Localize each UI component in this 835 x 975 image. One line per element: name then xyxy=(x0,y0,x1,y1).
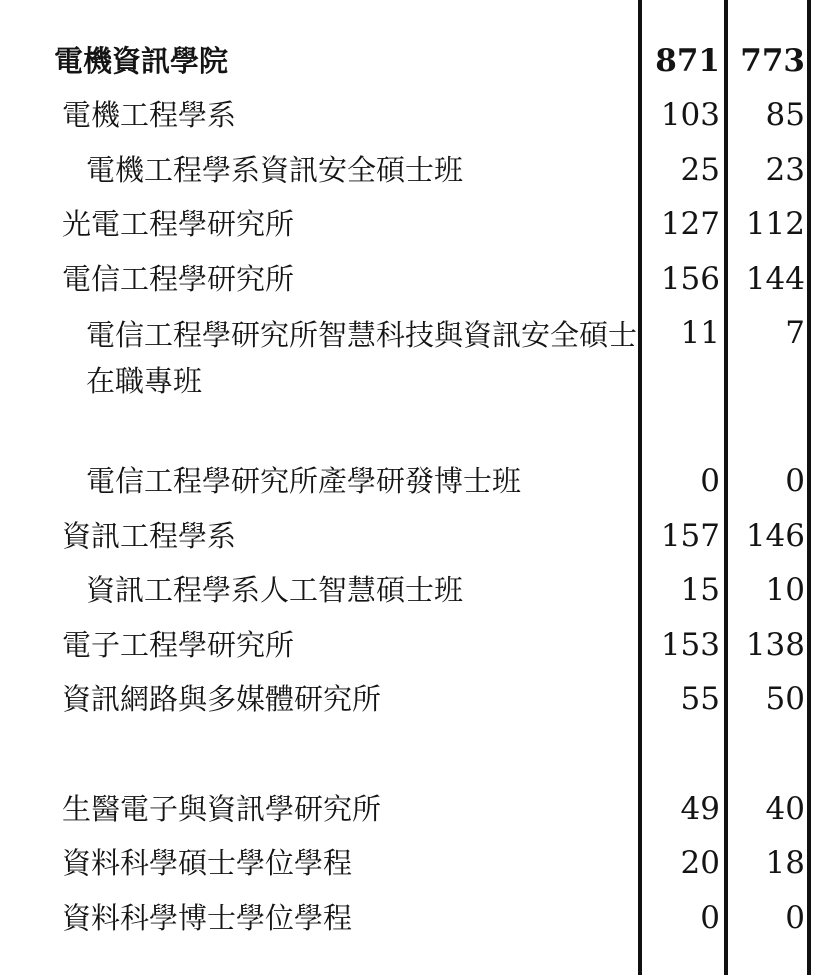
row-value-col2: 85 xyxy=(765,97,805,133)
row-label: 電信工程學研究所產學研發博士班 xyxy=(86,464,522,498)
row-value-col2: 10 xyxy=(765,572,805,608)
row-value-col2: 50 xyxy=(765,681,805,717)
row-value-col2: 18 xyxy=(765,845,805,881)
table-row xyxy=(0,94,835,134)
row-value-col1: 15 xyxy=(680,572,720,608)
row-value-col1: 871 xyxy=(655,43,720,79)
table-row xyxy=(0,149,835,189)
row-label: 資訊網路與多媒體研究所 xyxy=(62,682,382,716)
row-value-col1: 153 xyxy=(660,627,720,663)
table-row xyxy=(0,897,835,937)
row-value-col2: 773 xyxy=(740,43,805,79)
row-label: 電機工程學系資訊安全碩士班 xyxy=(86,153,464,187)
row-label: 電子工程學研究所 xyxy=(62,628,295,662)
row-value-col1: 0 xyxy=(700,463,720,499)
row-value-col1: 0 xyxy=(700,900,720,936)
row-value-col2: 112 xyxy=(745,206,805,242)
row-value-col2: 23 xyxy=(765,152,805,188)
row-value-col2: 146 xyxy=(745,518,805,554)
row-value-col2: 0 xyxy=(785,463,805,499)
row-value-col1: 157 xyxy=(660,518,720,554)
table-row xyxy=(0,678,835,718)
row-label: 電信工程學研究所 xyxy=(62,262,295,296)
table-row xyxy=(0,569,835,609)
row-value-col2: 138 xyxy=(745,627,805,663)
row-value-col2: 40 xyxy=(765,791,805,827)
row-value-col1: 156 xyxy=(660,261,720,297)
row-value-col1: 49 xyxy=(680,791,720,827)
table-row xyxy=(0,842,835,882)
row-label: 資訊工程學系 xyxy=(62,519,237,553)
row-value-col2: 144 xyxy=(745,261,805,297)
row-label: 電信工程學研究所智慧科技與資訊安全碩士在職專班 xyxy=(86,318,638,398)
table-row xyxy=(0,258,835,298)
row-value-col1: 11 xyxy=(680,315,720,351)
row-label: 資料科學碩士學位學程 xyxy=(62,846,353,880)
row-label: 資訊工程學系人工智慧碩士班 xyxy=(86,573,464,607)
table-row xyxy=(0,203,835,243)
row-value-col2: 7 xyxy=(785,315,805,351)
table-row xyxy=(0,624,835,664)
row-label: 電機資訊學院 xyxy=(54,44,229,78)
table-row xyxy=(0,515,835,555)
row-label: 資料科學博士學位學程 xyxy=(62,901,353,935)
row-value-col2: 0 xyxy=(785,900,805,936)
row-value-col1: 25 xyxy=(680,152,720,188)
row-value-col1: 127 xyxy=(660,206,720,242)
table-row-college xyxy=(0,40,835,80)
row-label: 生醫電子與資訊學研究所 xyxy=(62,792,382,826)
row-value-col1: 20 xyxy=(680,845,720,881)
table-row xyxy=(0,460,835,500)
table-row xyxy=(0,312,835,402)
table-row xyxy=(0,788,835,828)
row-label: 電機工程學系 xyxy=(62,98,237,132)
row-value-col1: 103 xyxy=(660,97,720,133)
row-value-col1: 55 xyxy=(680,681,720,717)
row-label: 光電工程學研究所 xyxy=(62,207,295,241)
